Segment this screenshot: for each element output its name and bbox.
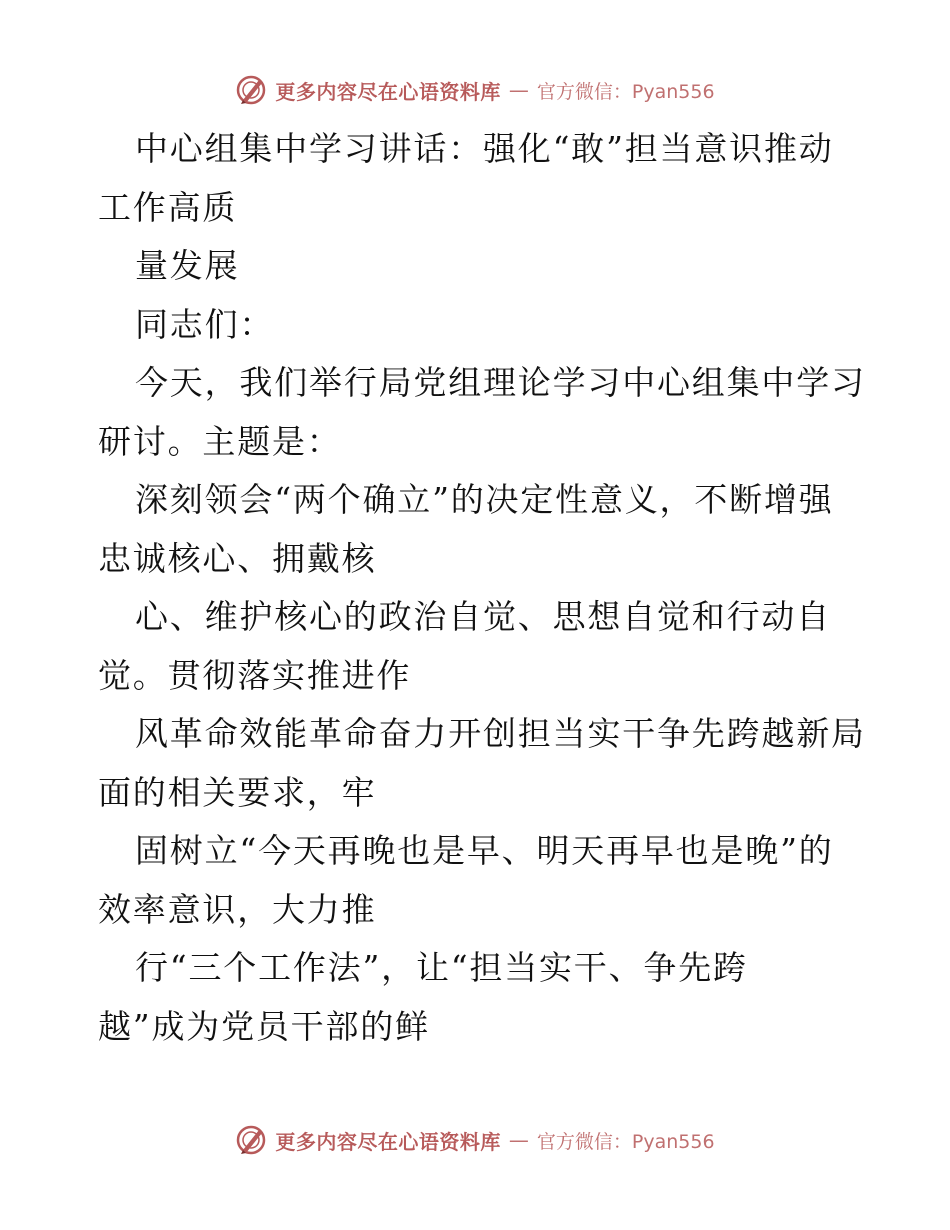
text-line: 工作高质: [98, 187, 238, 227]
text-line: 深刻领会“两个确立”的决定性意义，不断增强: [135, 480, 834, 519]
text-line: 中心组集中学习讲话：强化“敢”担当意识推动: [135, 129, 834, 168]
banner-wechat: 官方微信：Pyan556: [536, 1130, 715, 1153]
banner-dash: —: [508, 78, 529, 102]
footer-banner: [0, 1120, 950, 1160]
banner-dash: —: [508, 1128, 529, 1152]
text-line: 越”成为党员干部的鲜: [98, 1006, 430, 1046]
text-line: 行“三个工作法”，让“担当实干、争先跨: [135, 948, 748, 987]
document-body: [98, 120, 866, 1056]
header-banner: [0, 70, 950, 110]
banner-text: 更多内容尽在心语资料库: [275, 79, 501, 104]
text-line: 研讨。主题是：: [98, 421, 342, 461]
text-line: 心、维护核心的政治自觉、思想自觉和行动自: [135, 597, 831, 636]
banner-text: 更多内容尽在心语资料库: [275, 1129, 501, 1154]
text-line: 忠诚核心、拥戴核: [98, 538, 377, 578]
text-line: 固树立“今天再晚也是早、明天再早也是晚”的: [135, 831, 834, 870]
pen-logo-icon: [235, 1124, 267, 1156]
pen-logo-icon: [235, 74, 267, 106]
text-line: 今天，我们举行局党组理论学习中心组集中学习: [135, 363, 866, 402]
text-line: 效率意识，大力推: [98, 889, 377, 929]
text-line: 同志们：: [135, 304, 275, 344]
text-line: 风革命效能革命奋力开创担当实干争先跨越新局: [135, 714, 866, 753]
banner-wechat: 官方微信：Pyan556: [536, 80, 715, 103]
text-line: 觉。贯彻落实推进作: [98, 655, 412, 695]
text-line: 量发展: [135, 246, 240, 285]
text-line: 面的相关要求，牢: [98, 772, 377, 812]
